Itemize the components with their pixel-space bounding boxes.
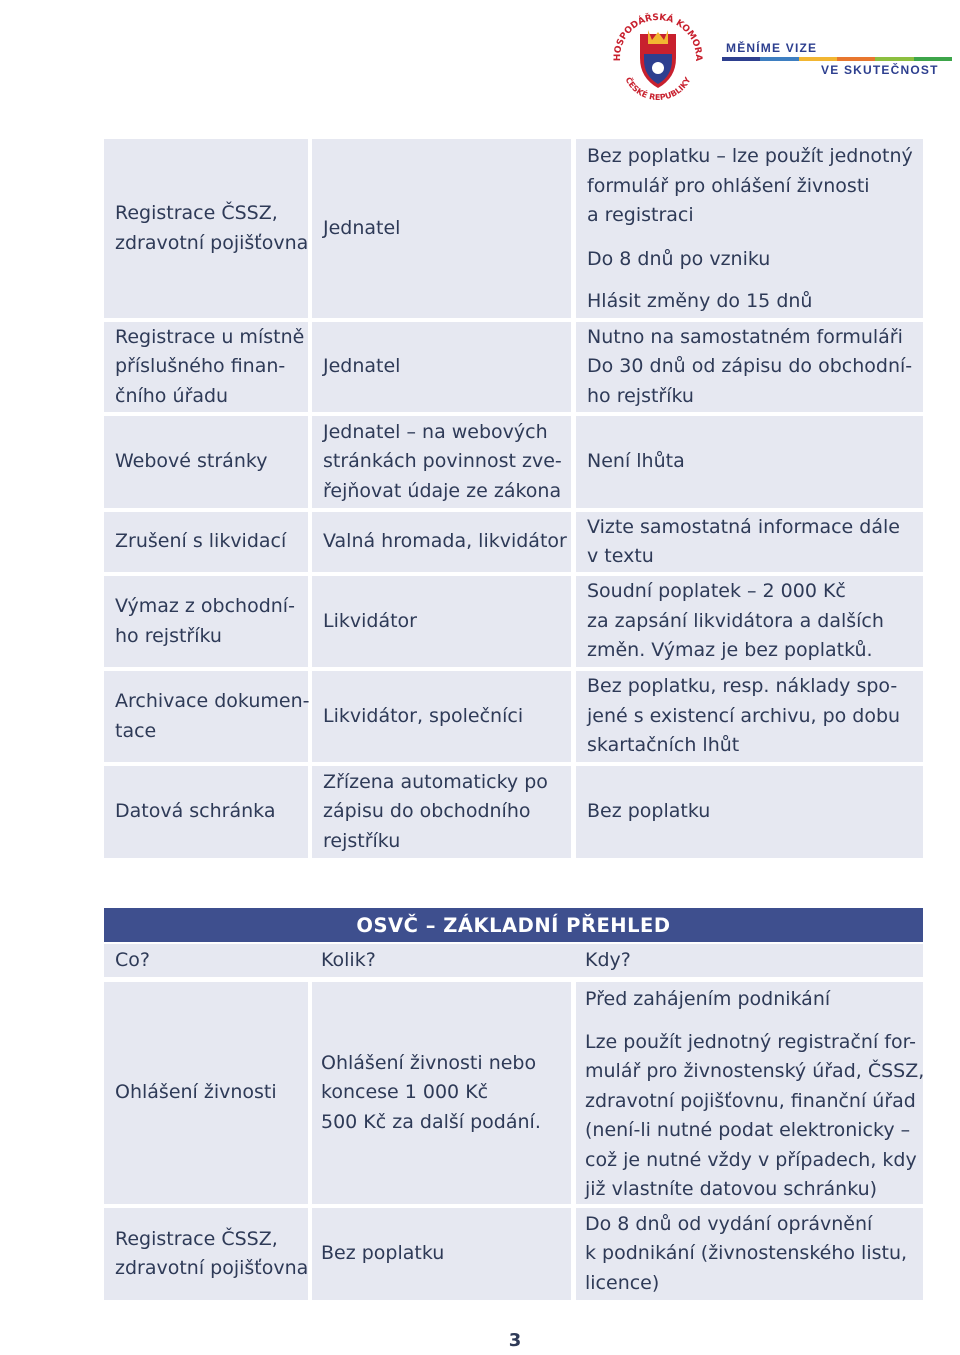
column-header-what: Co? [115,949,150,971]
chamber-logo [608,6,708,106]
table-cell-who: Likvidátor, společníci [312,671,571,762]
column-header-when: Kdy? [585,949,631,971]
table-cell-who: Valná hromada, likvidátor [312,512,571,572]
table-cell-when: Před zahájením podnikání Lze použít jednotný registrační for- mulář pro živnostenský úřad, ČSSZ, zdravotní pojišťovnu, finanční úřad (není-li nutné podat elektronicky – což je nutné vždy v případech, kdy již vlastníte datovou schránku) [576,982,923,1204]
table-cell-what: Zrušení s likvidací [104,512,308,572]
table-cell-what: Registrace u místně příslušného finan- čního úřadu [104,322,308,412]
table-cell-when: Soudní poplatek – 2 000 Kč za zapsání likvidátora a dalších změn. Výmaz je bez poplatků. [576,576,923,667]
table-cell-who: Likvidátor [312,576,571,667]
table-cell-when: Bez poplatku [576,766,923,858]
table-cell-howmuch: Bez poplatku [312,1208,571,1300]
table-cell-howmuch: Ohlášení živnosti nebo koncese 1 000 Kč 500 Kč za další podání. [312,982,571,1204]
svg-text:ČESKÉ REPUBLIKY: ČESKÉ REPUBLIKY [623,75,693,103]
table-cell-what: Archivace dokumen- tace [104,671,308,762]
table-cell-who: Jednatel [312,139,571,318]
column-header-bar [104,944,923,977]
slogan-line-1: MĚNÍME VIZE [726,41,818,55]
table-cell-when: Nutno na samostatném formuláři Do 30 dnů od zápisu do obchodní- ho rejstříku [576,322,923,412]
table-cell-when: Bez poplatku – lze použít jednotný formulář pro ohlášení živnosti a registraci Do 8 dnů po vzniku Hlásit změny do 15 dnů [576,139,923,318]
table-cell-who: Jednatel – na webových stránkách povinnost zve- řejňovat údaje ze zákona [312,416,571,508]
table-cell-what: Registrace ČSSZ, zdravotní pojišťovna [104,139,308,318]
column-header-howmuch: Kolik? [321,949,376,971]
table-cell-who: Zřízena automaticky po zápisu do obchodního rejstříku [312,766,571,858]
svg-text:HOSPODÁŘSKÁ KOMORA: HOSPODÁŘSKÁ KOMORA [612,12,704,62]
table-cell-who: Jednatel [312,322,571,412]
table-cell-when: Vizte samostatná informace dále v textu [576,512,923,572]
page-number: 3 [508,1330,522,1351]
table-cell-what: Webové stránky [104,416,308,508]
table-cell-when: Do 8 dnů od vydání oprávnění k podnikání (živnostenského listu, licence) [576,1208,923,1300]
slogan-line-2: VE SKUTEČNOST [821,63,939,77]
table-cell-what: Výmaz z obchodní- ho rejstříku [104,576,308,667]
section-title: OSVČ – ZÁKLADNÍ PŘEHLED [104,908,923,942]
slogan [722,40,952,78]
table-cell-what: Registrace ČSSZ, zdravotní pojišťovna [104,1208,308,1300]
table-cell-when: Bez poplatku, resp. náklady spo- jené s existencí archivu, po dobu skartačních lhůt [576,671,923,762]
slogan-color-bar [722,57,952,61]
table-cell-what: Ohlášení živnosti [104,982,308,1204]
table-cell-when: Není lhůta [576,416,923,508]
table-cell-what: Datová schránka [104,766,308,858]
